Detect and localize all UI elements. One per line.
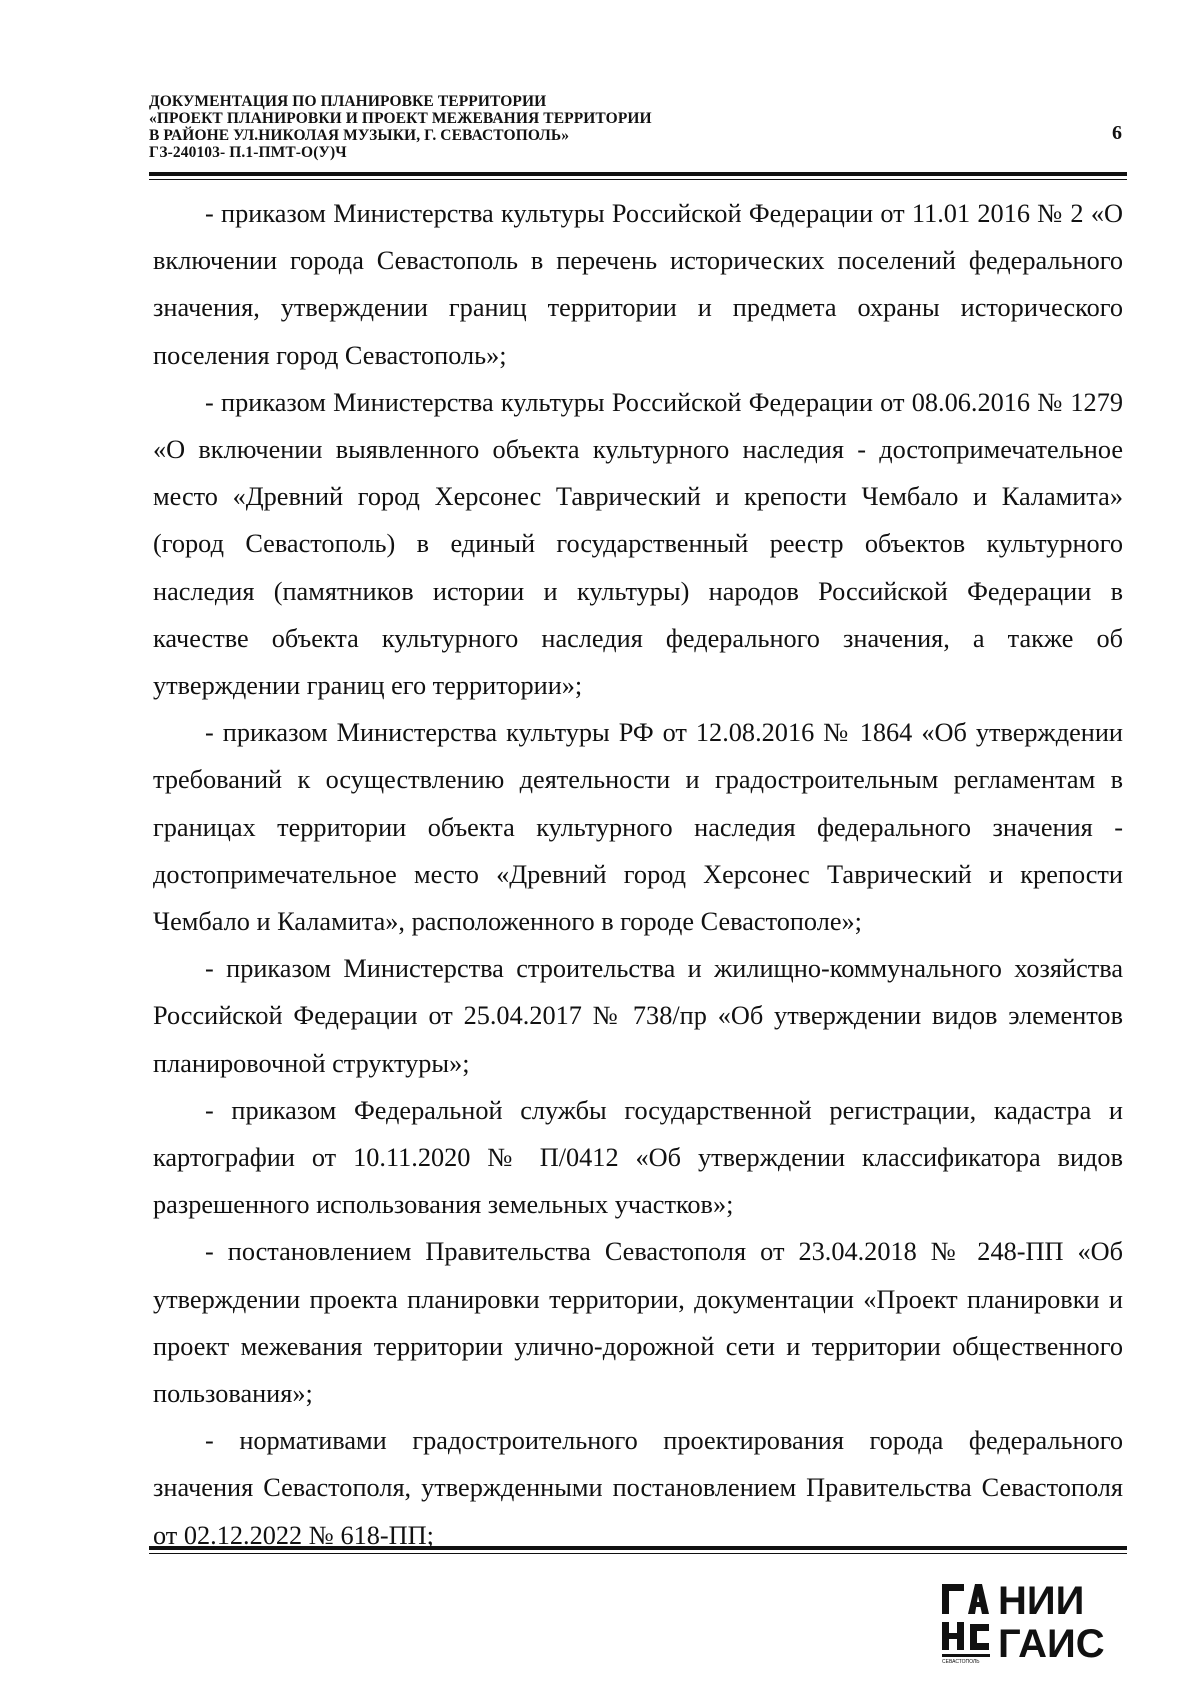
footer-divider-thin (149, 1553, 1127, 1554)
paragraph: - приказом Федеральной службы государственной регистрации, кадастра и картографии от 10.11.2020 № П/0412 «Об утверждении классификатора видов разрешенного использования земельных участков»; (153, 1095, 1123, 1220)
nii-gais-logo (940, 1580, 1125, 1665)
paragraph: - приказом Министерства культуры РФ от 12.08.2016 № 1864 «Об утверждении требований к осуществлению деятельности и градостроительным регламентам в границах территории объекта культурного наследия федерального значения - достопримечательное место «Древний город Херсонес Таврический и крепости Чембало и Каламита», расположенного в городе Севастополе»; (153, 718, 1123, 937)
logo-text-line1: НИИ (998, 1580, 1085, 1623)
header-divider-thin (149, 179, 1127, 180)
paragraph: - приказом Министерства культуры Российской Федерации от 11.01 2016 № 2 «О включении города Севастополь в перечень исторических поселений федерального значения, утверждении границ территории и предмета охраны исторического поселения город Севастополь»; (153, 199, 1123, 370)
logo-emblem-icon (942, 1584, 990, 1657)
header-divider (149, 172, 1127, 176)
paragraph: - постановлением Правительства Севастополя от 23.04.2018 № 248-ПП «Об утверждении проекта планировки территории, документации «Проект планировки и проект межевания территории улично-дорожной сети и территории общественного пользования»; (153, 1237, 1123, 1409)
logo-text-line2: ГАИС (998, 1622, 1105, 1665)
header-line-1: ДОКУМЕНТАЦИЯ ПО ПЛАНИРОВКЕ ТЕРРИТОРИИ (149, 93, 547, 110)
logo-caption: СЕВАСТОПОЛЬ (942, 1659, 980, 1665)
paragraph: - приказом Министерства строительства и жилищно-коммунального хозяйства Российской Федерации от 25.04.2017 № 738/пр «Об утверждении видов элементов планировочной структуры»; (153, 954, 1123, 1078)
header-line-3: В РАЙОНЕ УЛ.НИКОЛАЯ МУЗЫКИ, Г. СЕВАСТОПОЛЬ» (149, 127, 570, 144)
paragraph: - нормативами градостроительного проектирования города федерального значения Севастополя, утвержденными постановлением Правительства Севастополя от 02.12.2022 № 618-ПП; (153, 1426, 1123, 1550)
paragraph: - приказом Министерства культуры Российской Федерации от 08.06.2016 № 1279 «О включении выявленного объекта культурного наследия - достопримечательное место «Древний город Херсонес Таврический и крепости Чембало и Каламита» (город Севастополь) в единый государственный реестр объектов культурного наследия (памятников истории и культуры) народов Российской Федерации в качестве объекта культурного наследия федерального значения, а также об утверждении границ его территории»; (153, 387, 1123, 701)
footer-divider (149, 1546, 1127, 1550)
page-number: 6 (1112, 122, 1122, 144)
document-header (149, 93, 1124, 161)
header-line-2: «ПРОЕКТ ПЛАНИРОВКИ И ПРОЕКТ МЕЖЕВАНИЯ ТЕРРИТОРИИ (149, 110, 652, 127)
header-line-4: ГЗ-240103- П.1-ПМТ-О(У)Ч (149, 144, 347, 161)
document-body (153, 190, 1123, 1559)
